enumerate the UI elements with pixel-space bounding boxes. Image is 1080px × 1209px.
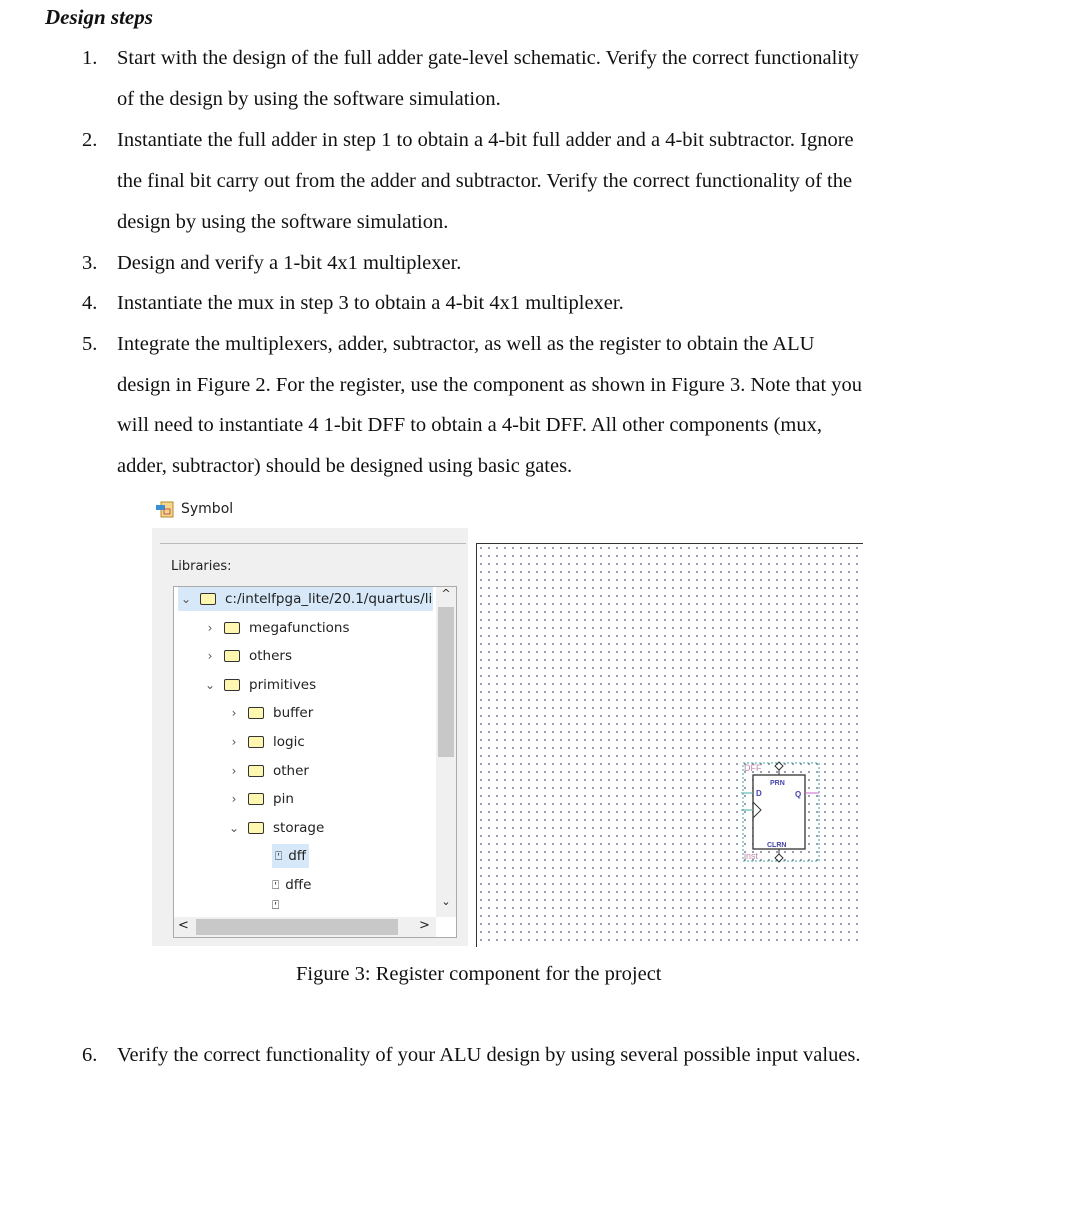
libraries-label: Libraries:	[171, 559, 232, 574]
step-text-line: Verify the correct functionality of your ALU design by using several possible input values.	[117, 1044, 861, 1066]
step-number: 2.	[82, 129, 98, 151]
tree-item-pin[interactable]	[226, 787, 294, 811]
step-number: 4.	[82, 292, 98, 314]
symbol-title: Symbol	[181, 501, 234, 517]
q-label: Q	[795, 790, 802, 799]
step-text-line: design by using the software simulation.	[117, 211, 449, 233]
folder-open-icon	[224, 679, 240, 691]
prn-label: PRN	[770, 780, 785, 787]
folder-icon	[248, 793, 264, 805]
tree-item-label: other	[273, 762, 309, 779]
symbol-window-title	[155, 499, 233, 519]
d-label: D	[756, 789, 762, 798]
chevron-right-icon[interactable]: ›	[207, 649, 213, 664]
step-number: 3.	[82, 252, 98, 274]
component-icon: ⍞	[275, 848, 283, 863]
chevron-down-icon[interactable]: ⌄	[204, 677, 216, 692]
tree-item-others[interactable]	[202, 644, 292, 668]
step-text-line: design in Figure 2. For the register, use the component as shown in Figure 3. Note that you	[117, 374, 863, 396]
scroll-up-icon[interactable]: ^	[441, 587, 451, 600]
tree-item-label: others	[249, 648, 292, 665]
step-text-line: of the design by using the software simulation.	[117, 88, 501, 110]
chevron-right-icon[interactable]: ›	[231, 706, 237, 721]
dff-type-label: DFF	[744, 763, 762, 773]
chevron-right-icon[interactable]: ›	[207, 620, 213, 635]
step-number: 5.	[82, 333, 98, 355]
step-text-line: the final bit carry out from the adder and subtractor. Verify the correct functionality of the	[117, 170, 853, 192]
folder-icon	[224, 650, 240, 662]
tree-item-label: c:/intelfpga_lite/20.1/quartus/li	[225, 591, 433, 607]
scroll-down-icon[interactable]: ⌄	[441, 895, 451, 908]
tree-item-label: megafunctions	[249, 619, 350, 636]
section-heading: Design steps	[45, 5, 153, 29]
vertical-scroll-thumb[interactable]	[438, 607, 454, 757]
tree-item-label: dff	[288, 848, 307, 865]
tree-item-label: pin	[273, 791, 294, 808]
tree-item-label: storage	[273, 819, 325, 836]
horizontal-scrollbar[interactable]	[174, 917, 436, 937]
step-text-line: Integrate the multiplexers, adder, subtractor, as well as the register to obtain the ALU	[117, 333, 815, 355]
tree-item-other[interactable]	[226, 759, 309, 783]
dff-symbol[interactable]	[739, 759, 829, 864]
folder-open-icon	[248, 822, 264, 834]
folder-open-icon	[200, 593, 216, 605]
chevron-right-icon[interactable]: ›	[231, 735, 237, 749]
symbol-icon	[155, 499, 175, 519]
scroll-right-icon[interactable]: >	[419, 918, 430, 933]
horizontal-scroll-thumb[interactable]	[196, 919, 398, 935]
step-number: 6.	[82, 1044, 98, 1066]
chevron-right-icon[interactable]: ›	[231, 792, 237, 807]
figure-caption: Figure 3: Register component for the project	[296, 963, 662, 985]
tree-item-c-intelfpga-lite-20-1-quartus-li[interactable]	[178, 587, 433, 611]
scroll-left-icon[interactable]: <	[178, 918, 189, 933]
tree-item-label: buffer	[273, 705, 314, 722]
clrn-label: CLRN	[767, 842, 787, 849]
tree-item-megafunctions[interactable]	[202, 616, 349, 640]
folder-icon	[248, 707, 264, 719]
library-tree[interactable]	[173, 586, 457, 938]
component-icon: ⍞	[272, 877, 280, 892]
tree-item-label: logic	[273, 734, 305, 750]
step-text-line: will need to instantiate 4 1-bit DFF to obtain a 4-bit DFF. All other components (mux,	[117, 414, 822, 436]
folder-icon	[224, 622, 240, 634]
tree-item-storage[interactable]	[226, 816, 324, 840]
schematic-canvas[interactable]	[476, 543, 863, 947]
step-text-line: Instantiate the mux in step 3 to obtain a 4-bit 4x1 multiplexer.	[117, 292, 624, 314]
tree-item-logic[interactable]	[226, 730, 305, 754]
step-text-line: Start with the design of the full adder gate-level schematic. Verify the correct functionality	[117, 47, 859, 69]
tree-item-dff[interactable]	[272, 844, 309, 868]
vertical-scrollbar[interactable]	[436, 587, 456, 917]
tree-item-buffer[interactable]	[226, 701, 313, 725]
step-text-line: Instantiate the full adder in step 1 to obtain a 4-bit full adder and a 4-bit subtractor. Ignore	[117, 129, 854, 151]
tree-item-label: primitives	[249, 676, 317, 693]
tree-item-partial[interactable]: ⍞	[272, 897, 280, 912]
step-text-line: Design and verify a 1-bit 4x1 multiplexer.	[117, 252, 462, 274]
divider	[160, 543, 466, 544]
tree-item-label: dffe	[285, 877, 312, 893]
libraries-panel	[152, 528, 468, 946]
step-text-line: adder, subtractor) should be designed using basic gates.	[117, 455, 573, 477]
tree-item-primitives[interactable]	[202, 673, 316, 697]
instance-label: inst	[744, 851, 759, 861]
folder-icon	[248, 736, 264, 748]
chevron-right-icon[interactable]: ›	[231, 763, 237, 778]
step-number: 1.	[82, 47, 98, 69]
folder-icon	[248, 765, 264, 777]
chevron-down-icon[interactable]: ⌄	[228, 820, 240, 835]
chevron-down-icon[interactable]: ⌄	[180, 592, 192, 606]
